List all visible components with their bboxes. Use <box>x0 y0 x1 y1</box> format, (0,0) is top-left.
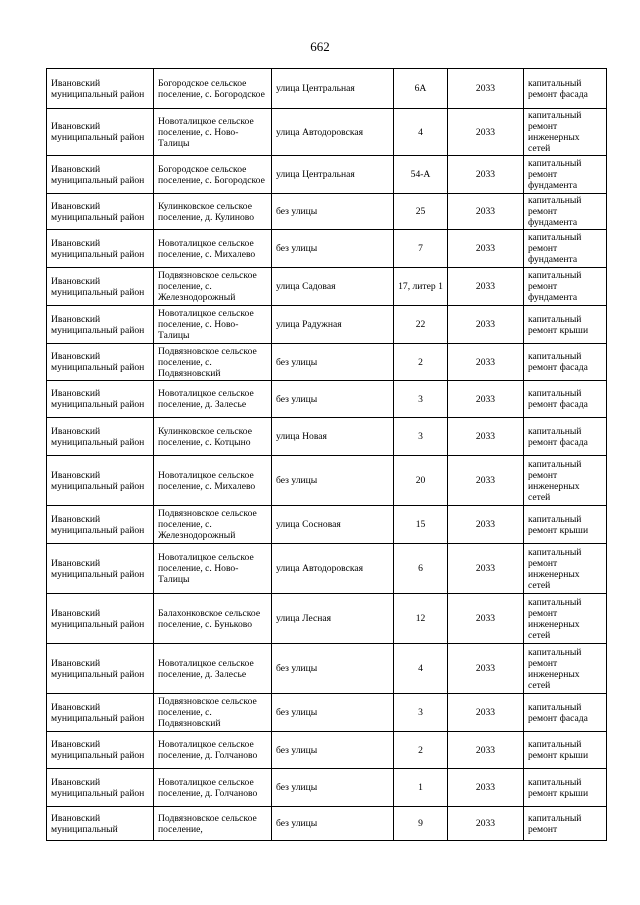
house-number-cell: 15 <box>394 506 448 544</box>
settlement-cell: Богородское сельское поселение, с. Богородское <box>154 69 272 109</box>
house-number-cell: 22 <box>394 306 448 344</box>
street-cell: без улицы <box>272 194 394 230</box>
house-number-cell: 4 <box>394 644 448 694</box>
work-type-cell: капитальный ремонт инженерных сетей <box>524 109 607 156</box>
street-cell: улица Автодоровская <box>272 109 394 156</box>
district-cell: Ивановский муниципальный район <box>47 732 154 769</box>
street-cell: улица Лесная <box>272 594 394 644</box>
settlement-cell: Подвязновское сельское поселение, с. Железнодорожный <box>154 506 272 544</box>
work-type-cell: капитальный ремонт фундамента <box>524 268 607 306</box>
work-type-cell: капитальный ремонт фасада <box>524 694 607 732</box>
settlement-cell: Новоталицкое сельское поселение, с. Ново-Талицы <box>154 306 272 344</box>
street-cell: без улицы <box>272 694 394 732</box>
settlement-cell: Кулинковское сельское поселение, д. Кулиново <box>154 194 272 230</box>
district-cell: Ивановский муниципальный район <box>47 769 154 807</box>
table-row <box>47 381 607 418</box>
district-cell: Ивановский муниципальный район <box>47 69 154 109</box>
table-row <box>47 456 607 506</box>
work-type-cell: капитальный ремонт крыши <box>524 506 607 544</box>
year-cell: 2033 <box>448 644 524 694</box>
house-number-cell: 20 <box>394 456 448 506</box>
work-type-cell: капитальный ремонт крыши <box>524 732 607 769</box>
house-number-cell: 6 <box>394 544 448 594</box>
work-type-cell: капитальный ремонт фундамента <box>524 156 607 194</box>
settlement-cell: Новоталицкое сельское поселение, д. Залесье <box>154 644 272 694</box>
year-cell: 2033 <box>448 344 524 381</box>
year-cell: 2033 <box>448 732 524 769</box>
street-cell: без улицы <box>272 769 394 807</box>
work-type-cell: капитальный ремонт инженерных сетей <box>524 544 607 594</box>
table-row <box>47 306 607 344</box>
settlement-cell: Подвязновское сельское поселение, с. Железнодорожный <box>154 268 272 306</box>
street-cell: улица Центральная <box>272 156 394 194</box>
table-row <box>47 506 607 544</box>
year-cell: 2033 <box>448 456 524 506</box>
work-type-cell: капитальный ремонт <box>524 807 607 841</box>
house-number-cell: 3 <box>394 381 448 418</box>
settlement-cell: Новоталицкое сельское поселение, д. Залесье <box>154 381 272 418</box>
work-type-cell: капитальный ремонт инженерных сетей <box>524 644 607 694</box>
registry-body <box>47 69 607 841</box>
settlement-cell: Кулинковское сельское поселение, с. Котцыно <box>154 418 272 456</box>
table-row <box>47 230 607 268</box>
year-cell: 2033 <box>448 544 524 594</box>
street-cell: без улицы <box>272 344 394 381</box>
settlement-cell: Новоталицкое сельское поселение, с. Михалево <box>154 230 272 268</box>
street-cell: без улицы <box>272 381 394 418</box>
district-cell: Ивановский муниципальный район <box>47 418 154 456</box>
table-row <box>47 194 607 230</box>
house-number-cell: 3 <box>394 418 448 456</box>
table-row <box>47 109 607 156</box>
table-row <box>47 268 607 306</box>
year-cell: 2033 <box>448 156 524 194</box>
district-cell: Ивановский муниципальный район <box>47 344 154 381</box>
district-cell: Ивановский муниципальный район <box>47 506 154 544</box>
house-number-cell: 4 <box>394 109 448 156</box>
work-type-cell: капитальный ремонт фундамента <box>524 194 607 230</box>
year-cell: 2033 <box>448 306 524 344</box>
settlement-cell: Подвязновское сельское поселение, с. Подвязновский <box>154 344 272 381</box>
year-cell: 2033 <box>448 381 524 418</box>
street-cell: улица Автодоровская <box>272 544 394 594</box>
year-cell: 2033 <box>448 594 524 644</box>
district-cell: Ивановский муниципальный район <box>47 456 154 506</box>
year-cell: 2033 <box>448 194 524 230</box>
settlement-cell: Новоталицкое сельское поселение, с. Ново-Талицы <box>154 109 272 156</box>
table-row <box>47 544 607 594</box>
house-number-cell: 2 <box>394 344 448 381</box>
work-type-cell: капитальный ремонт инженерных сетей <box>524 456 607 506</box>
work-type-cell: капитальный ремонт фасада <box>524 381 607 418</box>
district-cell: Ивановский муниципальный район <box>47 694 154 732</box>
settlement-cell: Новоталицкое сельское поселение, д. Голчаново <box>154 732 272 769</box>
work-type-cell: капитальный ремонт крыши <box>524 769 607 807</box>
settlement-cell: Новоталицкое сельское поселение, с. Михалево <box>154 456 272 506</box>
table-row <box>47 69 607 109</box>
work-type-cell: капитальный ремонт фасада <box>524 69 607 109</box>
work-type-cell: капитальный ремонт крыши <box>524 306 607 344</box>
district-cell: Ивановский муниципальный район <box>47 109 154 156</box>
year-cell: 2033 <box>448 506 524 544</box>
work-type-cell: капитальный ремонт инженерных сетей <box>524 594 607 644</box>
year-cell: 2033 <box>448 807 524 841</box>
table-row <box>47 732 607 769</box>
street-cell: улица Новая <box>272 418 394 456</box>
settlement-cell: Богородское сельское поселение, с. Богородское <box>154 156 272 194</box>
street-cell: без улицы <box>272 644 394 694</box>
house-number-cell: 25 <box>394 194 448 230</box>
district-cell: Ивановский муниципальный район <box>47 230 154 268</box>
registry-table <box>46 68 607 841</box>
year-cell: 2033 <box>448 769 524 807</box>
district-cell: Ивановский муниципальный район <box>47 544 154 594</box>
year-cell: 2033 <box>448 418 524 456</box>
house-number-cell: 3 <box>394 694 448 732</box>
table-row <box>47 344 607 381</box>
district-cell: Ивановский муниципальный район <box>47 644 154 694</box>
settlement-cell: Подвязновское сельское поселение, <box>154 807 272 841</box>
work-type-cell: капитальный ремонт фасада <box>524 344 607 381</box>
house-number-cell: 17, литер 1 <box>394 268 448 306</box>
district-cell: Ивановский муниципальный район <box>47 306 154 344</box>
house-number-cell: 6А <box>394 69 448 109</box>
district-cell: Ивановский муниципальный район <box>47 194 154 230</box>
street-cell: без улицы <box>272 807 394 841</box>
settlement-cell: Новоталицкое сельское поселение, с. Ново-Талицы <box>154 544 272 594</box>
settlement-cell: Новоталицкое сельское поселение, д. Голчаново <box>154 769 272 807</box>
street-cell: без улицы <box>272 230 394 268</box>
house-number-cell: 2 <box>394 732 448 769</box>
district-cell: Ивановский муниципальный <box>47 807 154 841</box>
year-cell: 2033 <box>448 109 524 156</box>
table-row <box>47 594 607 644</box>
house-number-cell: 12 <box>394 594 448 644</box>
house-number-cell: 9 <box>394 807 448 841</box>
settlement-cell: Балахонковское сельское поселение, с. Буньково <box>154 594 272 644</box>
table-row <box>47 644 607 694</box>
table-row <box>47 418 607 456</box>
street-cell: улица Сосновая <box>272 506 394 544</box>
year-cell: 2033 <box>448 694 524 732</box>
table-row <box>47 769 607 807</box>
work-type-cell: капитальный ремонт фундамента <box>524 230 607 268</box>
house-number-cell: 54-А <box>394 156 448 194</box>
work-type-cell: капитальный ремонт фасада <box>524 418 607 456</box>
year-cell: 2033 <box>448 230 524 268</box>
settlement-cell: Подвязновское сельское поселение, с. Подвязновский <box>154 694 272 732</box>
table-row <box>47 807 607 841</box>
street-cell: улица Центральная <box>272 69 394 109</box>
table-row <box>47 694 607 732</box>
house-number-cell: 1 <box>394 769 448 807</box>
street-cell: улица Радужная <box>272 306 394 344</box>
district-cell: Ивановский муниципальный район <box>47 594 154 644</box>
house-number-cell: 7 <box>394 230 448 268</box>
district-cell: Ивановский муниципальный район <box>47 156 154 194</box>
year-cell: 2033 <box>448 268 524 306</box>
table-row <box>47 156 607 194</box>
year-cell: 2033 <box>448 69 524 109</box>
street-cell: без улицы <box>272 456 394 506</box>
district-cell: Ивановский муниципальный район <box>47 381 154 418</box>
page-number: 662 <box>310 39 330 54</box>
street-cell: улица Садовая <box>272 268 394 306</box>
district-cell: Ивановский муниципальный район <box>47 268 154 306</box>
street-cell: без улицы <box>272 732 394 769</box>
